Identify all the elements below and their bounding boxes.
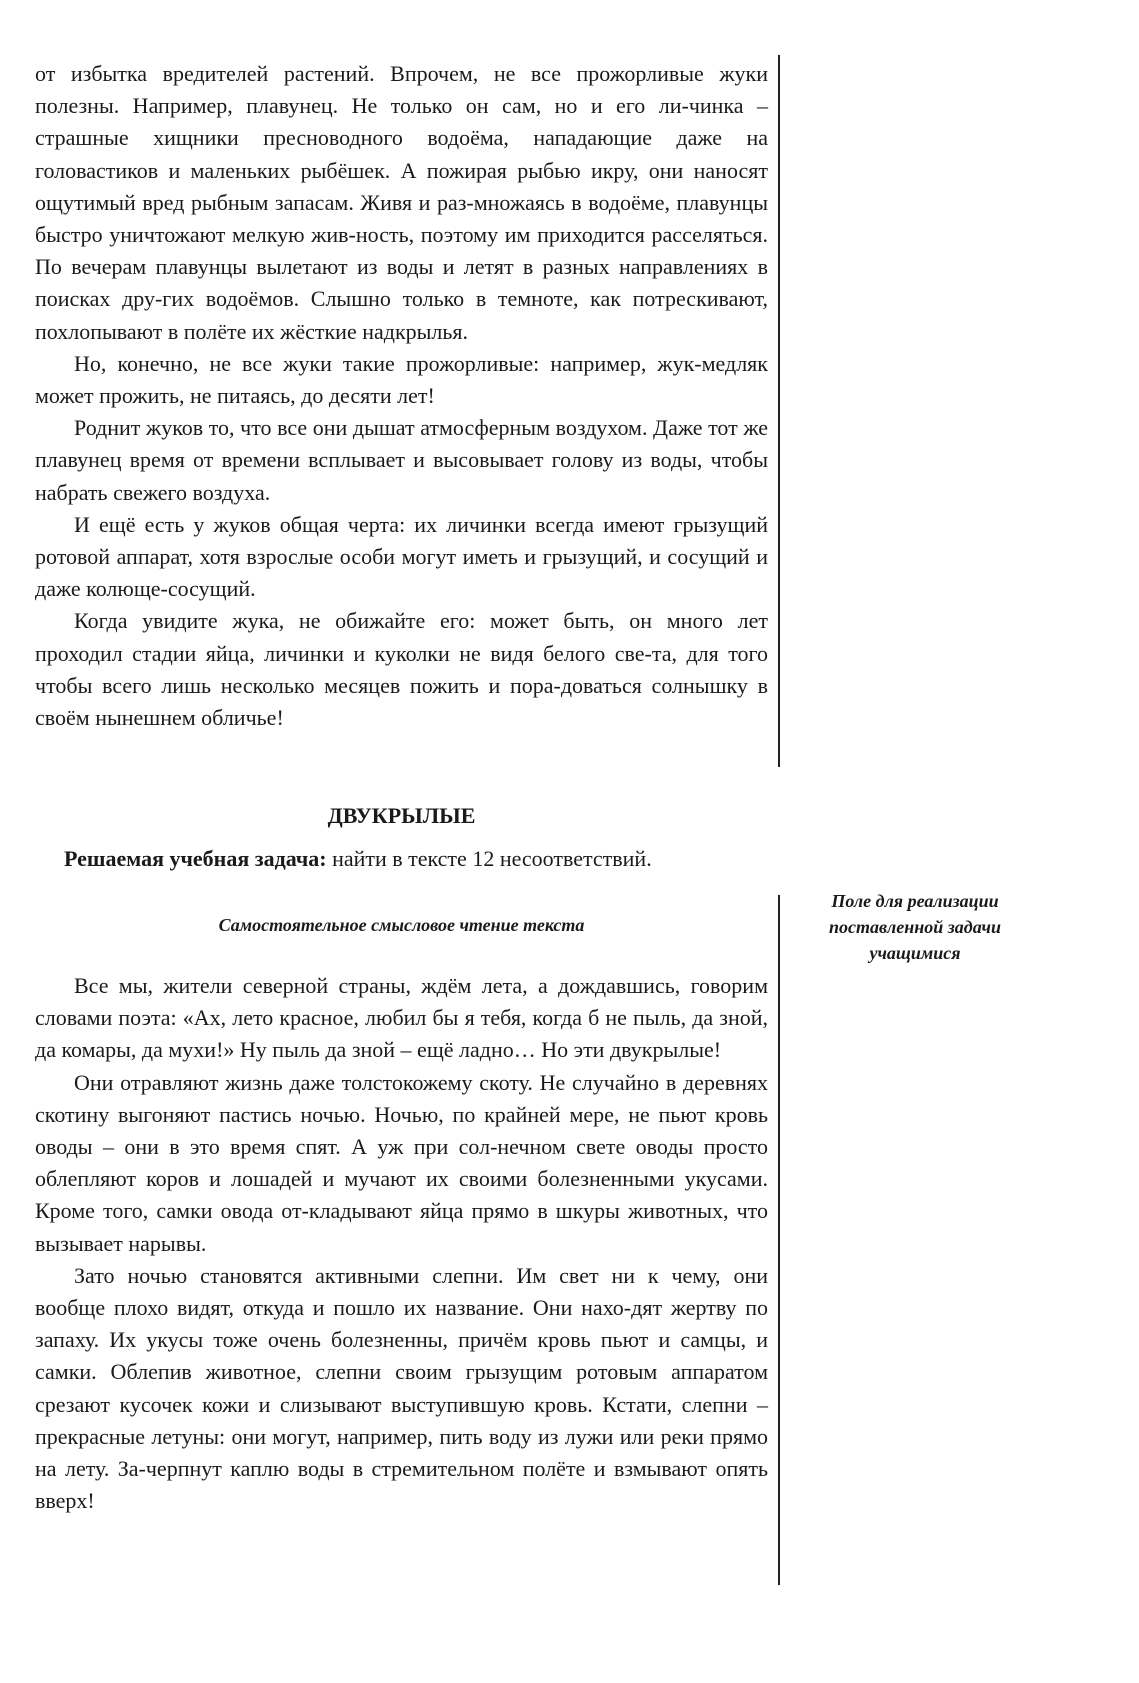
reading-label: Самостоятельное смысловое чтение текста xyxy=(218,915,585,935)
paragraph: от избытка вредителей растений. Впрочем, не все прожорливые жуки полезны. Например, плавунец. Не только он сам, но и его ли-чинка – страшные хищники пресноводного водоёма, нападающие даже на головастиков и маленьких рыбёшек. А пожирая рыбью икру, они наносят ощутимый вред рыбным запасам. Живя и раз-множаясь в водоёме, плавунцы быстро уничтожают мелкую жив-ность, поэтому им приходится расселяться. По вечерам плавунцы вылетают из воды и летят в разных направлениях в поисках дру-гих водоёмов. Слышно только в темноте, как потрескивают, похлопывают в полёте их жёсткие надкрылья. xyxy=(35,61,768,344)
paragraph: Но, конечно, не все жуки такие прожорливые: например, жук-медляк может прожить, не питаясь, до десяти лет! xyxy=(35,350,768,409)
paragraph: И ещё есть у жуков общая черта: их личинки всегда имеют грызущий ротовой аппарат, хотя взрослые особи могут иметь и грызущий, и сосущий и даже колюще-сосущий. xyxy=(35,511,768,602)
margin-divider-line xyxy=(778,895,780,1585)
text-column-top xyxy=(35,58,768,734)
text-column-bottom xyxy=(35,970,768,1517)
paragraph: Зато ночью становятся активными слепни. Им свет ни к чему, они вообще плохо видят, откуда и пошло их название. Они нахо-дят жертву по запаху. Их укусы тоже очень болезненны, причём кровь пьют и самцы, и самки. Облепив животное, слепни своим грызущим ротовым аппаратом срезают кусочек кожи и слизывают выступившую кровь. Кстати, слепни – прекрасные летуны: они могут, например, пить воду из лужи или реки прямо на лету. За-черпнут каплю воды в стремительном полёте и взмывают опять вверх! xyxy=(35,1262,768,1514)
learning-task-label: Решаемая учебная задача: xyxy=(64,846,327,871)
section-heading: ДВУКРЫЛЫЕ xyxy=(327,803,476,828)
paragraph: Роднит жуков то, что все они дышат атмосферным воздухом. Даже тот же плавунец время от времени всплывает и высовывает голову из воды, чтобы набрать свежего воздуха. xyxy=(35,415,768,505)
learning-task-text: найти в тексте 12 несоответствий. xyxy=(326,846,652,871)
paragraph: Когда увидите жука, не обижайте его: может быть, он много лет проходил стадии яйца, личинки и куколки не видя белого све-та, для того чтобы всего лишь несколько месяцев пожить и пора-доваться солнышку в своём нынешнем обличье! xyxy=(35,608,768,731)
side-note: Поле для реализации поставленной задачи учащимися xyxy=(829,891,1001,963)
margin-divider-line xyxy=(778,55,780,767)
paragraph: Они отравляют жизнь даже толстокожему скоту. Не случайно в деревнях скотину выгоняют пастись ночью. Ночью, по крайней мере, не пьют кровь оводы – они в это время спят. А уж при сол-нечном свете оводы просто облепляют коров и лошадей и мучают их своими болезненными укусами. Кроме того, самки овода от-кладывают яйца прямо в шкуры животных, что вызывает нарывы. xyxy=(35,1069,768,1256)
learning-task xyxy=(64,843,784,875)
paragraph: Все мы, жители северной страны, ждём лета, а дождавшись, говорим словами поэта: «Ах, лето красное, любил бы я тебя, когда б не пыль, да зной, да комары, да мухи!» Ну пыль да зной – ещё ладно… Но эти двукрылые! xyxy=(35,973,768,1063)
